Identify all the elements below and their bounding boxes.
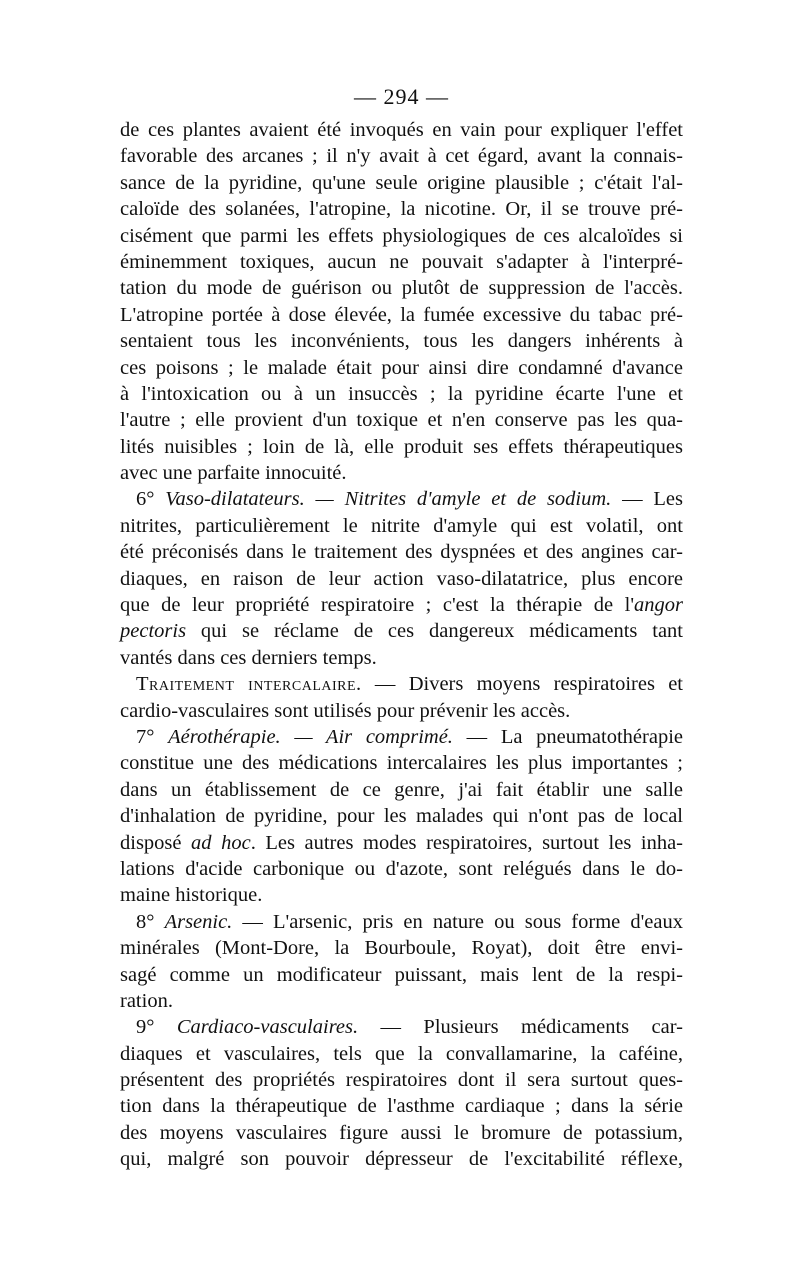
text-line: dans un établissement de ce genre, j'ai fait établir une salle (120, 778, 683, 801)
text-line: cardio-vasculaires sont utilisés pour prévenir les accès. (120, 699, 571, 722)
section-heading-line: 7° Aérothérapie. — Air comprimé. — La pneumatothérapie (136, 725, 683, 748)
text-line: constitue une des médications intercalaires les plus importantes ; (120, 752, 683, 775)
page-number: — 294 — (354, 84, 449, 109)
text-line: éminemment toxiques, aucun ne pouvait s'adapter à l'interpré- (120, 250, 683, 273)
text-line: vantés dans ces derniers temps. (120, 646, 377, 669)
text-line: lations d'acide carbonique ou d'azote, sont relégués dans le do- (120, 857, 683, 880)
text-line: ration. (120, 989, 173, 1012)
text-line: que de leur propriété respiratoire ; c'est la thérapie de l'angor (120, 594, 683, 617)
text-line: qui, malgré son pouvoir dépresseur de l'excitabilité réflexe, (120, 1148, 683, 1171)
section-heading-line: Traitement intercalaire. — Divers moyens respiratoires et (136, 673, 683, 696)
text-line: de ces plantes avaient été invoqués en vain pour expliquer l'effet (120, 119, 683, 141)
section-heading-line: 8° Arsenic. — L'arsenic, pris en nature ou sous forme d'eaux (136, 910, 683, 933)
text-line: nitrites, particulièrement le nitrite d'amyle qui est volatil, ont (120, 514, 683, 537)
text-line: d'inhalation de pyridine, pour les malades qui n'ont pas de local (120, 805, 683, 828)
text-line: l'autre ; elle provient d'un toxique et n'en conserve pas les qua- (120, 409, 683, 432)
text-line: favorable des arcanes ; il n'y avait à cet égard, avant la connais- (120, 145, 683, 168)
text-line: cisément que parmi les effets physiologiques de ces alcaloïdes si (120, 224, 683, 247)
text-line: maine historique. (120, 884, 263, 907)
text-line: été préconisés dans le traitement des dyspnées et des angines car- (120, 541, 683, 564)
text-line: tion dans la thérapeutique de l'asthme cardiaque ; dans la série (120, 1095, 683, 1118)
section-heading-line: 6° Vaso-dilatateurs. — Nitrites d'amyle et de sodium. — Les (136, 488, 683, 511)
text-line: tation du mode de guérison ou plutôt de suppression de l'accès. (120, 277, 683, 300)
body-text (120, 117, 683, 1173)
text-line: sentaient tous les inconvénients, tous les dangers inhérents à (120, 330, 683, 353)
book-page (120, 82, 683, 1173)
text-line: diaques et vasculaires, tels que la convallamarine, la caféine, (120, 1042, 683, 1065)
text-line: lités nuisibles ; loin de là, elle produit ses effets thérapeutiques (120, 435, 683, 458)
text-line: diaques, en raison de leur action vaso-dilatatrice, plus encore (120, 567, 683, 590)
text-line: sagé comme un modificateur puissant, mais lent de la respi- (120, 963, 683, 986)
text-line: des moyens vasculaires figure aussi le bromure de potassium, (120, 1121, 683, 1144)
text-line: avec une parfaite innocuité. (120, 462, 347, 485)
text-line: minérales (Mont-Dore, la Bourboule, Royat), doit être envi- (120, 937, 683, 960)
text-line: pectoris qui se réclame de ces dangereux médicaments tant (120, 620, 683, 643)
text-line: disposé ad hoc. Les autres modes respiratoires, surtout les inha- (120, 831, 683, 854)
text-line: à l'intoxication ou à un insuccès ; la pyridine écarte l'une et (120, 382, 683, 405)
text-line: sance de la pyridine, qu'une seule origine plausible ; c'était l'al- (120, 171, 683, 194)
text-line: L'atropine portée à dose élevée, la fumée excessive du tabac pré- (120, 303, 683, 326)
text-line: ces poisons ; le malade était pour ainsi dire condamné d'avance (120, 356, 683, 379)
section-heading-line: 9° Cardiaco-vasculaires. — Plusieurs médicaments car- (136, 1016, 683, 1039)
text-line: présentent des propriétés respiratoires dont il sera surtout ques- (120, 1069, 683, 1092)
text-line: caloïde des solanées, l'atropine, la nicotine. Or, il se trouve pré- (120, 198, 683, 221)
